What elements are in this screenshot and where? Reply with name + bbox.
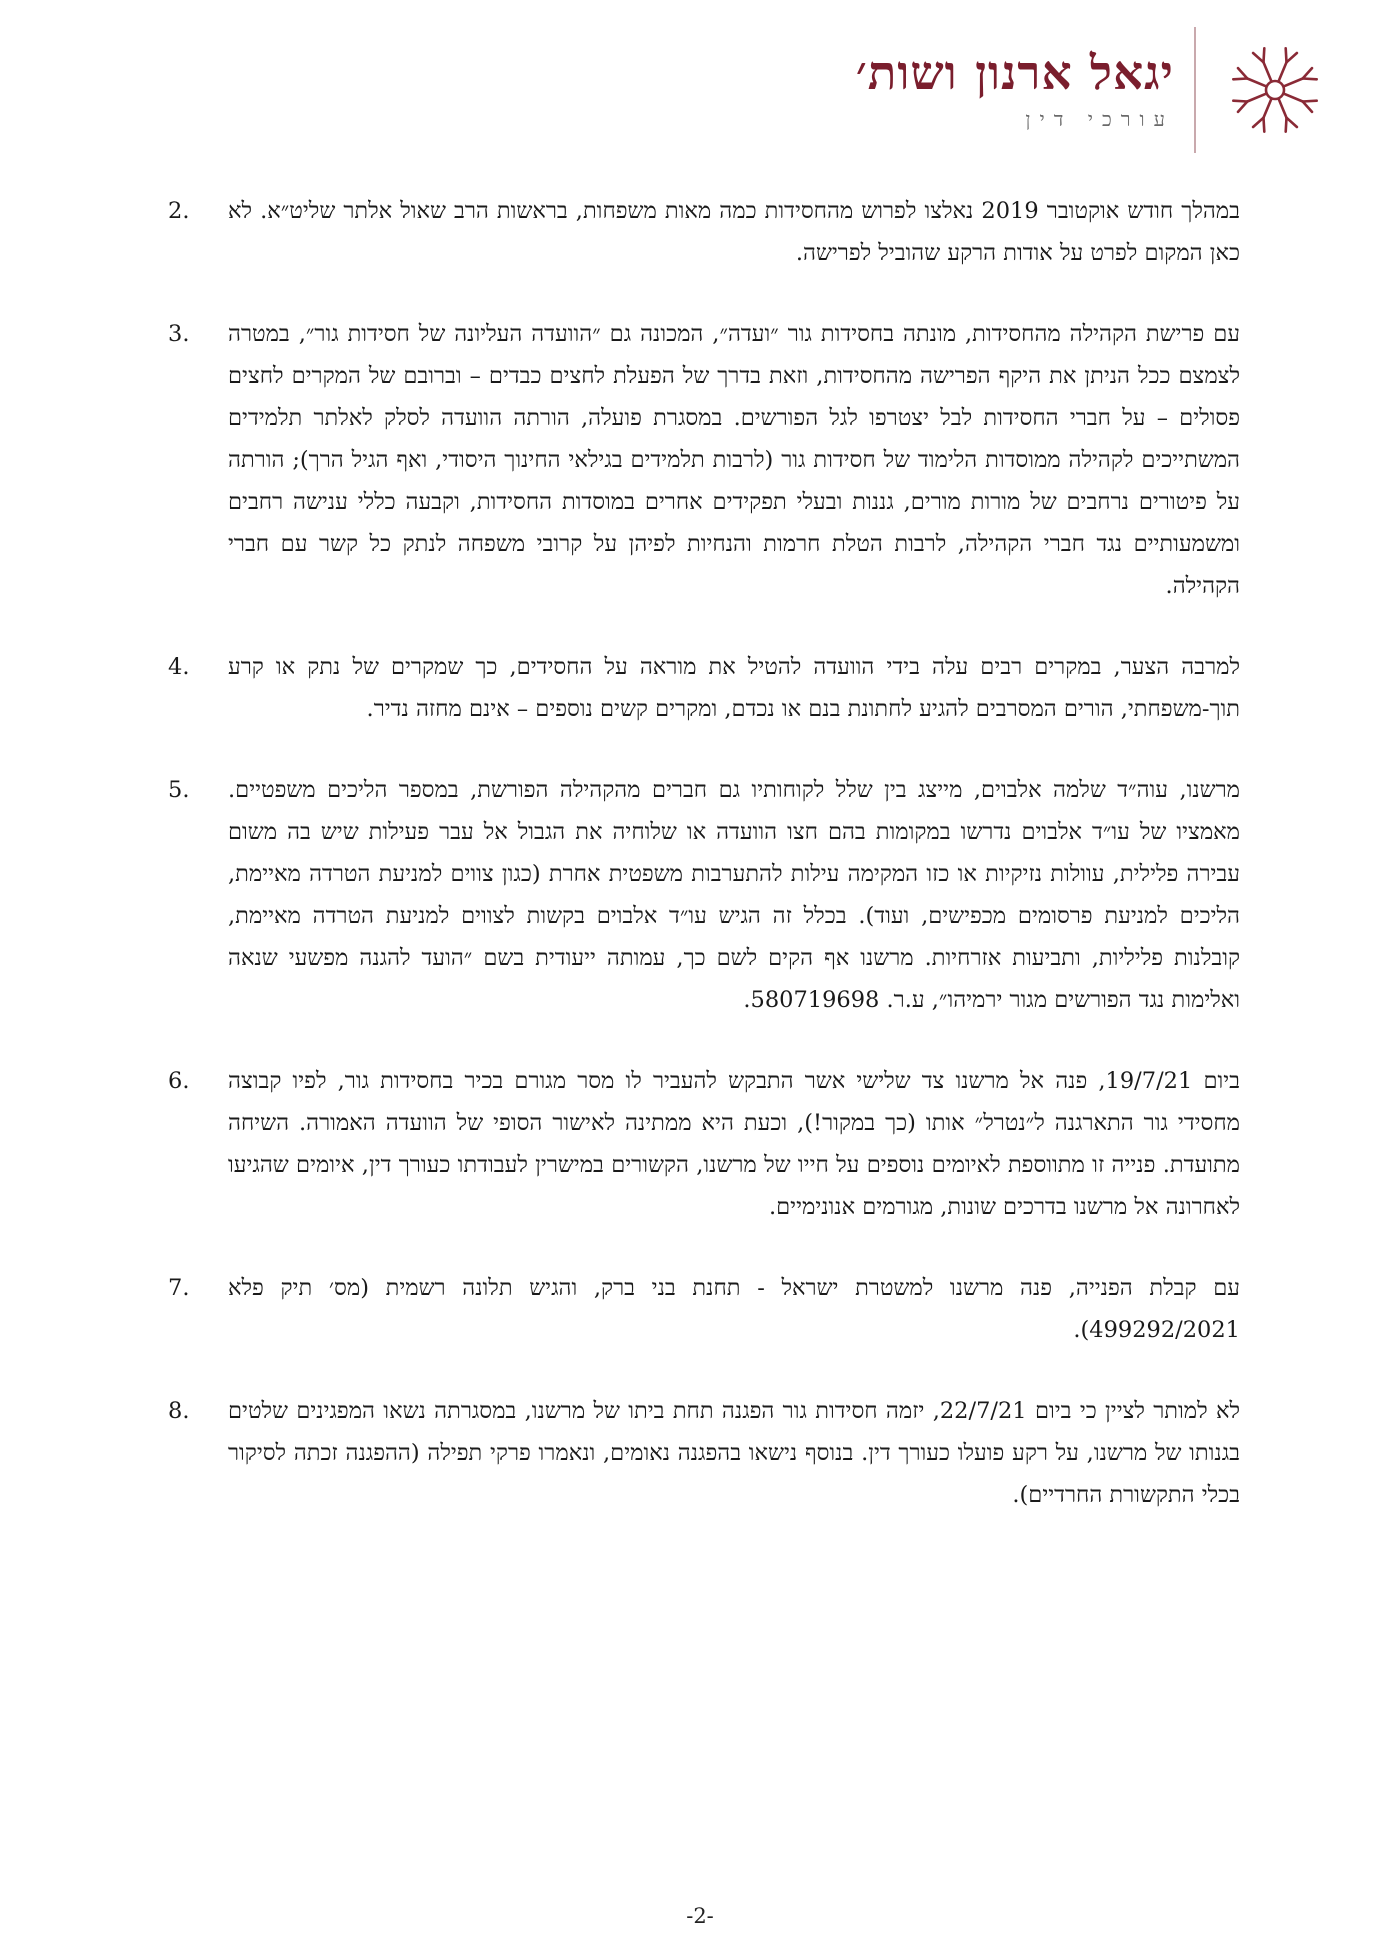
paragraph-text: למרבה הצער, במקרים רבים עלה בידי הוועדה להטיל את מוראה על החסידים, כך שמקרים של נתק או קרע תוך-משפחתי, הורים המסרבים להגיע לחתונת בנם או נכדם, ומקרים קשים נוספים – אינם מחזה נדיר. <box>228 654 1240 722</box>
paragraph-3 <box>168 313 1240 607</box>
firm-logo-icon <box>1220 35 1330 145</box>
paragraph-number: 6. <box>168 1068 190 1094</box>
paragraph-text: ביום 19/7/21, פנה אל מרשנו צד שלישי אשר התבקש להעביר לו מסר מגורם בכיר בחסידות גור, לפיו קבוצה מחסידי גור התארגנה ל״נטרל״ אותו (כך במקור!), וכעת היא ממתינה לאישור הסופי של הוועדה האמורה. השיחה מתועדת. פנייה זו מתווספת לאיומים נוספים על חייו של מרשנו, הקשורים במישרין לעבודתו כעורך דין, איומים שהגיעו לאחרונה אל מרשנו בדרכים שונות, מגורמים אנונימיים. <box>228 1068 1240 1220</box>
paragraph-5 <box>168 769 1240 1021</box>
document-body <box>168 190 1240 1555</box>
paragraph-2 <box>168 190 1240 274</box>
letterhead <box>856 26 1330 154</box>
paragraph-7 <box>168 1267 1240 1351</box>
firm-name: יגאל ארנון ושות׳ <box>855 45 1174 101</box>
letterhead-divider <box>1194 27 1196 153</box>
paragraph-number: 7. <box>168 1275 190 1301</box>
firm-subtitle: עורכי דין <box>1025 107 1174 132</box>
paragraph-text: עם פרישת הקהילה מהחסידות, מונתה בחסידות גור ״ועדה״, המכונה גם ״הוועדה העליונה של חסידות גור״, במטרה לצמצם ככל הניתן את היקף הפרישה מהחסידות, וזאת בדרך של הפעלת לחצים כבדים – וברובם של המקרים לחצים פסולים – על חברי החסידות לבל יצטרפו לגל הפורשים. במסגרת פועלה, הורתה הוועדה לסלק לאלתר תלמידים המשתייכים לקהילה ממוסדות הלימוד של חסידות גור (לרבות תלמידים בגילאי החינוך היסודי, ואף הגיל הרך); הורתה על פיטורים נרחבים של מורות מורים, גננות ובעלי תפקידים אחרים במוסדות החסידות, וקבעה כללי ענישה רחבים ומשמעותיים נגד חברי הקהילה, לרבות הטלת חרמות והנחיות לפיהן על קרובי משפחה לנתק כל קשר עם חברי הקהילה. <box>228 321 1240 599</box>
firm-block <box>855 45 1174 133</box>
paragraph-6 <box>168 1060 1240 1228</box>
paragraph-number: 3. <box>168 321 190 347</box>
paragraph-number: 2. <box>168 198 190 224</box>
paragraph-number: 4. <box>168 654 190 680</box>
page-number: -2- <box>686 1904 714 1928</box>
paragraph-text: לא למותר לציין כי ביום 22/7/21, יזמה חסידות גור הפגנה תחת ביתו של מרשנו, במסגרתה נשאו המפגינים שלטים בגנותו של מרשנו, על רקע פועלו כעורך דין. בנוסף נישאו בהפגנה נאומים, ונאמרו פרקי תפילה (ההפגנה זכתה לסיקור בכלי התקשורת החרדיים). <box>228 1398 1240 1508</box>
paragraph-text: מרשנו, עוה״ד שלמה אלבוים, מייצג בין שלל לקוחותיו גם חברים מהקהילה הפורשת, במספר הליכים משפטיים. מאמציו של עו״ד אלבוים נדרשו במקומות בהם חצו הוועדה או שלוחיה את הגבול אל עבר פעילות שיש בה משום עבירה פלילית, עוולות נזיקיות או כזו המקימה עילות להתערבות משפטית אחרת (כגון צווים למניעת הטרדה מאיימת, הליכים למניעת פרסומים מכפישים, ועוד). בכלל זה הגיש עו״ד אלבוים בקשות לצווים למניעת הטרדה מאיימת, קובלנות פליליות, ותביעות אזרחיות. מרשנו אף הקים לשם כך, עמותה ייעודית בשם ״הועד להגנה מפשעי שנאה ואלימות נגד הפורשים מגור ירמיהו״, ע.ר. 580719698. <box>228 777 1240 1013</box>
paragraph-8 <box>168 1390 1240 1516</box>
paragraph-4 <box>168 646 1240 730</box>
paragraph-text: עם קבלת הפנייה, פנה מרשנו למשטרת ישראל - תחנת בני ברק, והגיש תלונה רשמית (מס׳ תיק פלא 499292/2021). <box>228 1275 1240 1343</box>
paragraph-text: במהלך חודש אוקטובר 2019 נאלצו לפרוש מהחסידות כמה מאות משפחות, בראשות הרב שאול אלתר שליט״א. לא כאן המקום לפרט על אודות הרקע שהוביל לפרישה. <box>228 198 1240 266</box>
paragraph-number: 8. <box>168 1398 190 1424</box>
paragraph-number: 5. <box>168 777 190 803</box>
